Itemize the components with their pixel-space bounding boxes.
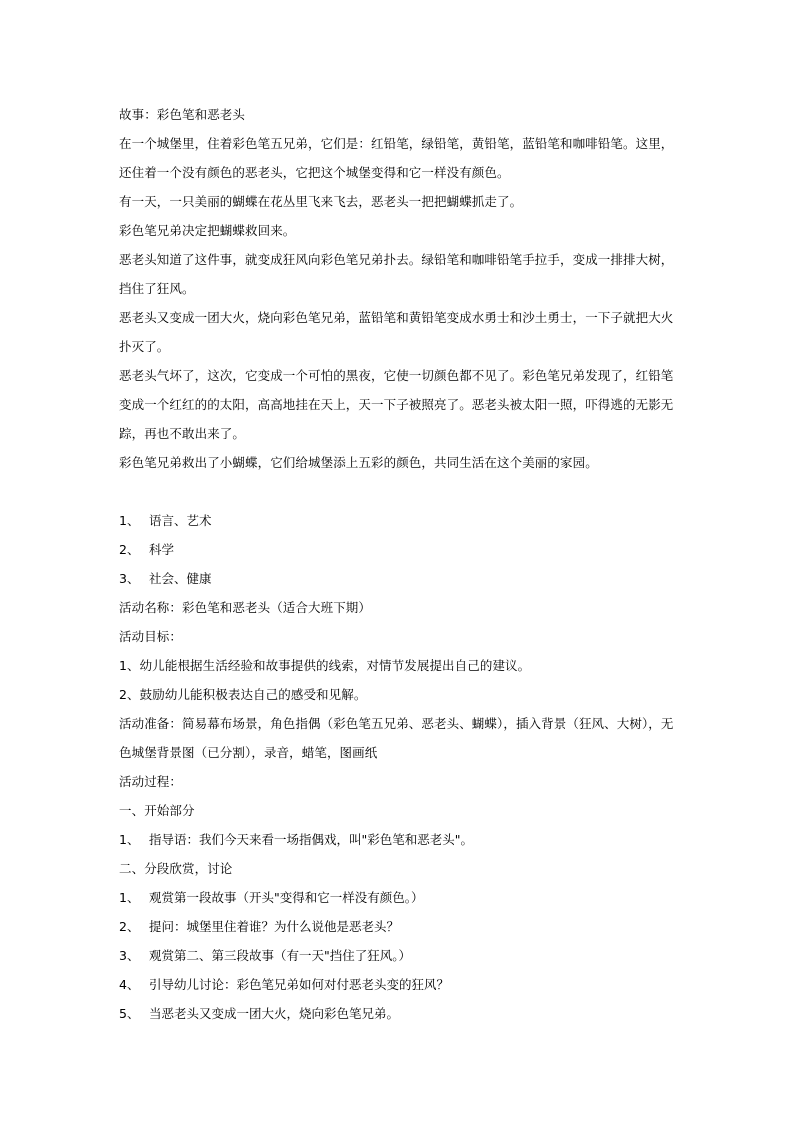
domain-text: 社会、健康 <box>149 571 212 586</box>
domain-number: 1、 <box>119 513 140 528</box>
domain-number: 3、 <box>119 571 140 586</box>
activity-name: 活动名称：彩色笔和恶老头（适合大班下期） <box>119 600 372 615</box>
process-step <box>119 825 679 854</box>
story-paragraph: 有一天，一只美丽的蝴蝶在花丛里飞来飞去，恶老头一把把蝴蝶抓走了。 <box>119 194 523 209</box>
step-number: 1、 <box>119 832 140 847</box>
goal-item: 1、幼儿能根据生活经验和故事提供的线索，对情节发展提出自己的建议。 <box>119 658 531 673</box>
step-text: 指导语：我们今天来看一场指偶戏，叫"彩色笔和恶老头"。 <box>149 832 474 847</box>
step-text: 当恶老头又变成一团大火，烧向彩色笔兄弟。 <box>149 1006 400 1021</box>
domain-text: 科学 <box>149 542 175 557</box>
story-paragraph: 恶老头知道了这件事，就变成狂风向彩色笔兄弟扑去。绿铅笔和咖啡铅笔手拉手，变成一排排大树，挡住了狂风。 <box>119 252 674 296</box>
process-step <box>119 912 679 941</box>
story-paragraph: 在一个城堡里，住着彩色笔五兄弟，它们是：红铅笔，绿铅笔，黄铅笔，蓝铅笔和咖啡铅笔。这里，还住着一个没有颜色的恶老头，它把这个城堡变得和它一样没有颜色。 <box>119 136 674 180</box>
story-paragraph: 恶老头气坏了，这次，它变成一个可怕的黑夜，它使一切颜色都不见了。彩色笔兄弟发现了，红铅笔变成一个红红的的太阳，高高地挂在天上，天一下子被照亮了。恶老头被太阳一照，吓得逃的无影无踪，再也不敢出来了。 <box>119 368 674 441</box>
story-paragraph: 彩色笔兄弟救出了小蝴蝶，它们给城堡添上五彩的颜色，共同生活在这个美丽的家园。 <box>119 455 598 470</box>
part2-heading: 二、分段欣赏，讨论 <box>119 861 233 876</box>
process-step <box>119 999 679 1028</box>
process-step <box>119 941 679 970</box>
process-step <box>119 970 679 999</box>
step-number: 3、 <box>119 948 140 963</box>
goals-heading: 活动目标： <box>119 629 183 644</box>
domain-text: 语言、艺术 <box>149 513 212 528</box>
step-number: 4、 <box>119 977 140 992</box>
step-number: 2、 <box>119 919 140 934</box>
domain-item <box>119 535 679 564</box>
process-heading: 活动过程： <box>119 774 183 789</box>
domain-number: 2、 <box>119 542 140 557</box>
story-paragraph: 彩色笔兄弟决定把蝴蝶救回来。 <box>119 223 296 238</box>
step-text: 观赏第一段故事（开头"变得和它一样没有颜色。） <box>149 890 424 905</box>
domain-item <box>119 564 679 593</box>
goal-item: 2、鼓励幼儿能积极表达自己的感受和见解。 <box>119 687 367 702</box>
part1-heading: 一、开始部分 <box>119 803 195 818</box>
section-spacer <box>119 477 679 506</box>
step-text: 引导幼儿讨论：彩色笔兄弟如何对付恶老头变的狂风？ <box>149 977 450 992</box>
step-number: 1、 <box>119 890 140 905</box>
step-text: 提问：城堡里住着谁？为什么说他是恶老头？ <box>149 919 400 934</box>
step-text: 观赏第二、第三段故事（有一天"挡住了狂风。） <box>149 948 412 963</box>
document-body <box>119 100 679 1028</box>
story-title: 故事：彩色笔和恶老头 <box>119 107 246 122</box>
process-step <box>119 883 679 912</box>
story-paragraph: 恶老头又变成一团大火，烧向彩色笔兄弟，蓝铅笔和黄铅笔变成水勇士和沙土勇士，一下子就把大火扑灭了。 <box>119 310 674 354</box>
step-number: 5、 <box>119 1006 140 1021</box>
domain-item <box>119 506 679 535</box>
activity-preparation: 活动准备：简易幕布场景，角色指偶（彩色笔五兄弟、恶老头、蝴蝶），插入背景（狂风、大树），无色城堡背景图（已分割），录音，蜡笔，图画纸 <box>119 716 674 760</box>
